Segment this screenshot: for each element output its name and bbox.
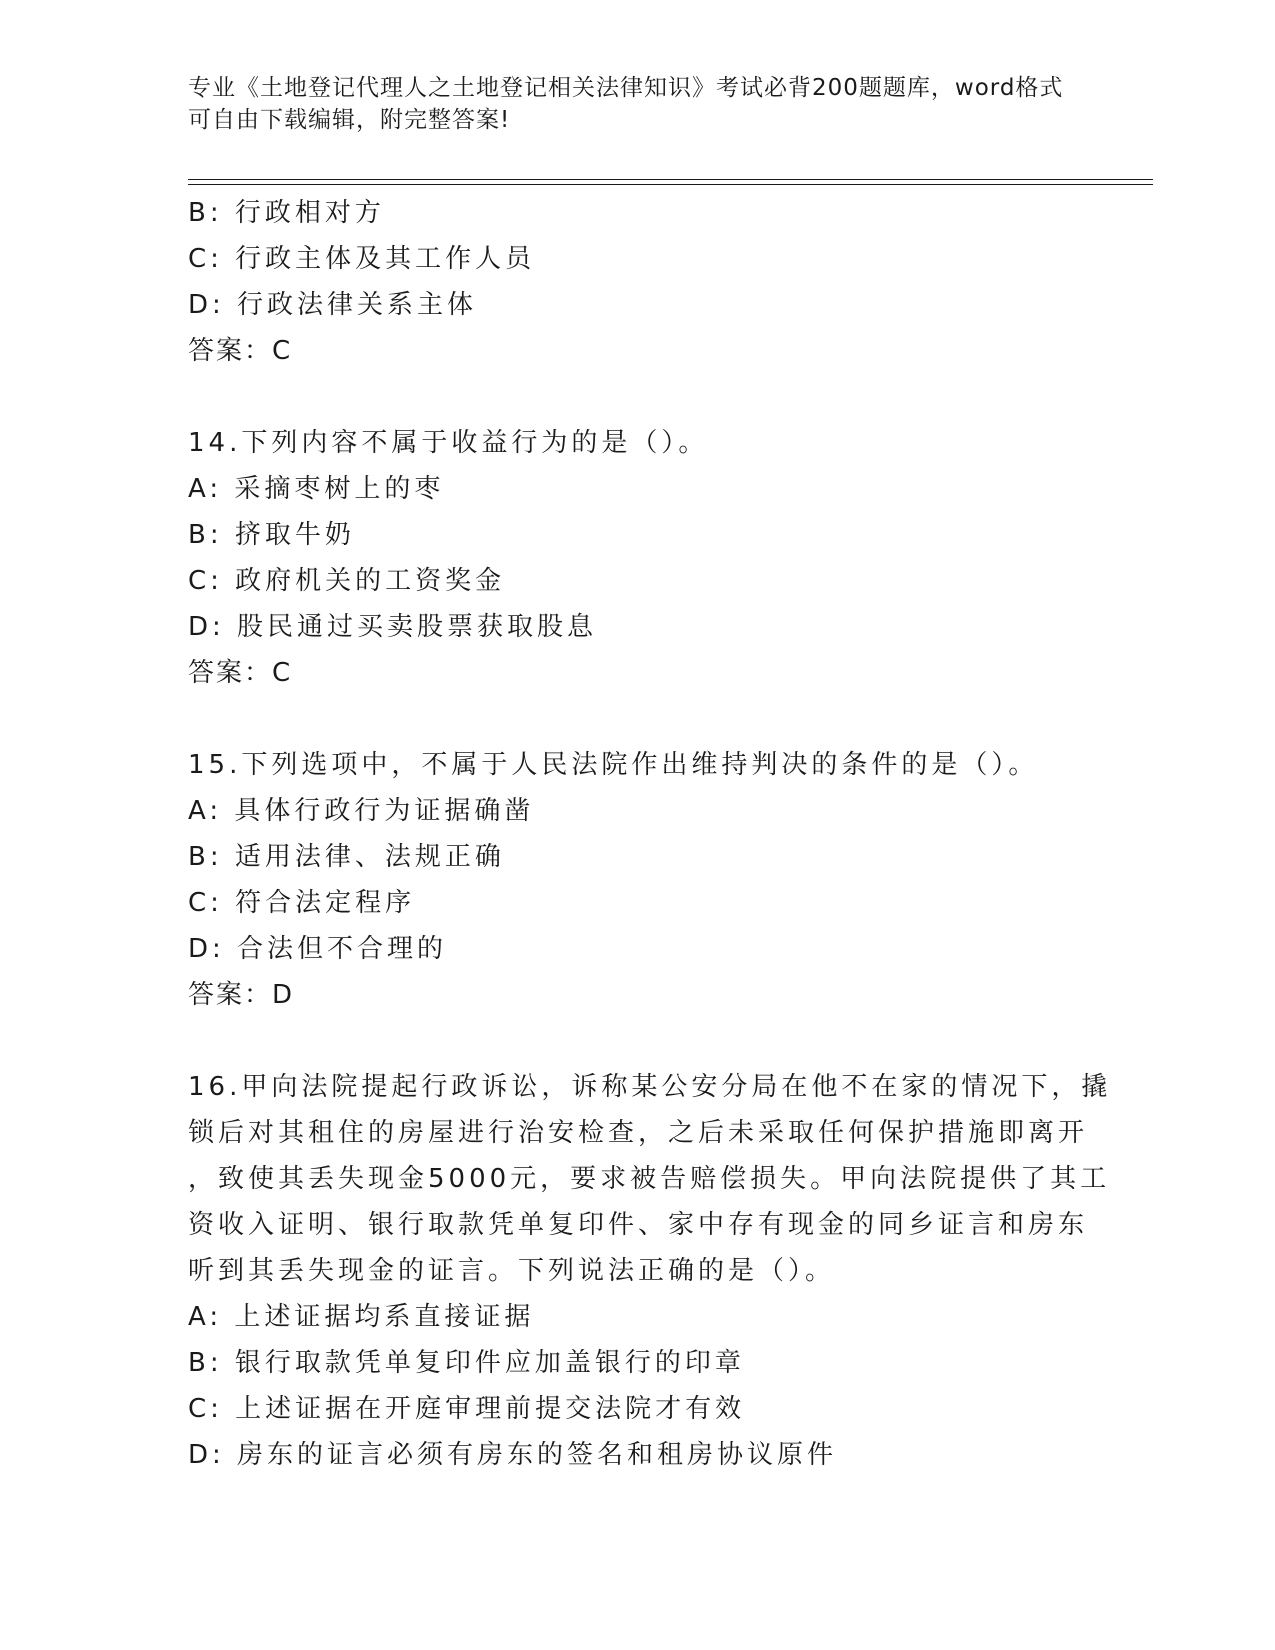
q16-option-d: D: 房东的证言必须有房东的签名和租房协议原件 xyxy=(188,1440,838,1470)
q15-option-a: A: 具体行政行为证据确凿 xyxy=(188,796,535,826)
q16-stem-line-2: 锁后对其租住的房屋进行治安检查，之后未采取任何保护措施即离开 xyxy=(188,1118,1089,1148)
q14-option-c: C: 政府机关的工资奖金 xyxy=(188,566,506,596)
q16-option-c: C: 上述证据在开庭审理前提交法院才有效 xyxy=(188,1394,746,1424)
q14-option-a: A: 采摘枣树上的枣 xyxy=(188,474,445,504)
header-divider-bottom xyxy=(188,184,1153,185)
document-header: 专业《土地登记代理人之土地登记相关法律知识》考试必背200题题库，word格式可自由下载编辑，附完整答案! xyxy=(188,75,1064,133)
question-content xyxy=(188,190,1112,1478)
q13-option-d: D: 行政法律关系主体 xyxy=(188,290,478,320)
header-divider-top xyxy=(188,179,1153,180)
q16-stem-line-1: 16.甲向法院提起行政诉讼，诉称某公安分局在他不在家的情况下，撬 xyxy=(188,1072,1112,1102)
q14-answer: 答案：C xyxy=(188,658,293,688)
q16-stem-line-5: 听到其丢失现金的证言。下列说法正确的是（）。 xyxy=(188,1256,836,1286)
q15-stem: 15.下列选项中，不属于人民法院作出维持判决的条件的是（）。 xyxy=(188,750,1039,780)
q16-option-b: B: 银行取款凭单复印件应加盖银行的印章 xyxy=(188,1348,745,1378)
q14-option-b: B: 挤取牛奶 xyxy=(188,520,355,550)
q14-option-d: D: 股民通过买卖股票获取股息 xyxy=(188,612,598,642)
q16-stem-line-3: ，致使其丢失现金5000元，要求被告赔偿损失。甲向法院提供了其工 xyxy=(188,1164,1111,1194)
q16-option-a: A: 上述证据均系直接证据 xyxy=(188,1302,535,1332)
q13-option-c: C: 行政主体及其工作人员 xyxy=(188,244,536,274)
q16-stem-line-4: 资收入证明、银行取款凭单复印件、家中存有现金的同乡证言和房东 xyxy=(188,1210,1089,1240)
q13-answer: 答案：C xyxy=(188,336,293,366)
q14-stem: 14.下列内容不属于收益行为的是（）。 xyxy=(188,428,709,458)
q13-option-b: B: 行政相对方 xyxy=(188,198,385,228)
q15-option-d: D: 合法但不合理的 xyxy=(188,934,448,964)
q15-option-b: B: 适用法律、法规正确 xyxy=(188,842,505,872)
q15-option-c: C: 符合法定程序 xyxy=(188,888,416,918)
q15-answer: 答案：D xyxy=(188,980,295,1010)
